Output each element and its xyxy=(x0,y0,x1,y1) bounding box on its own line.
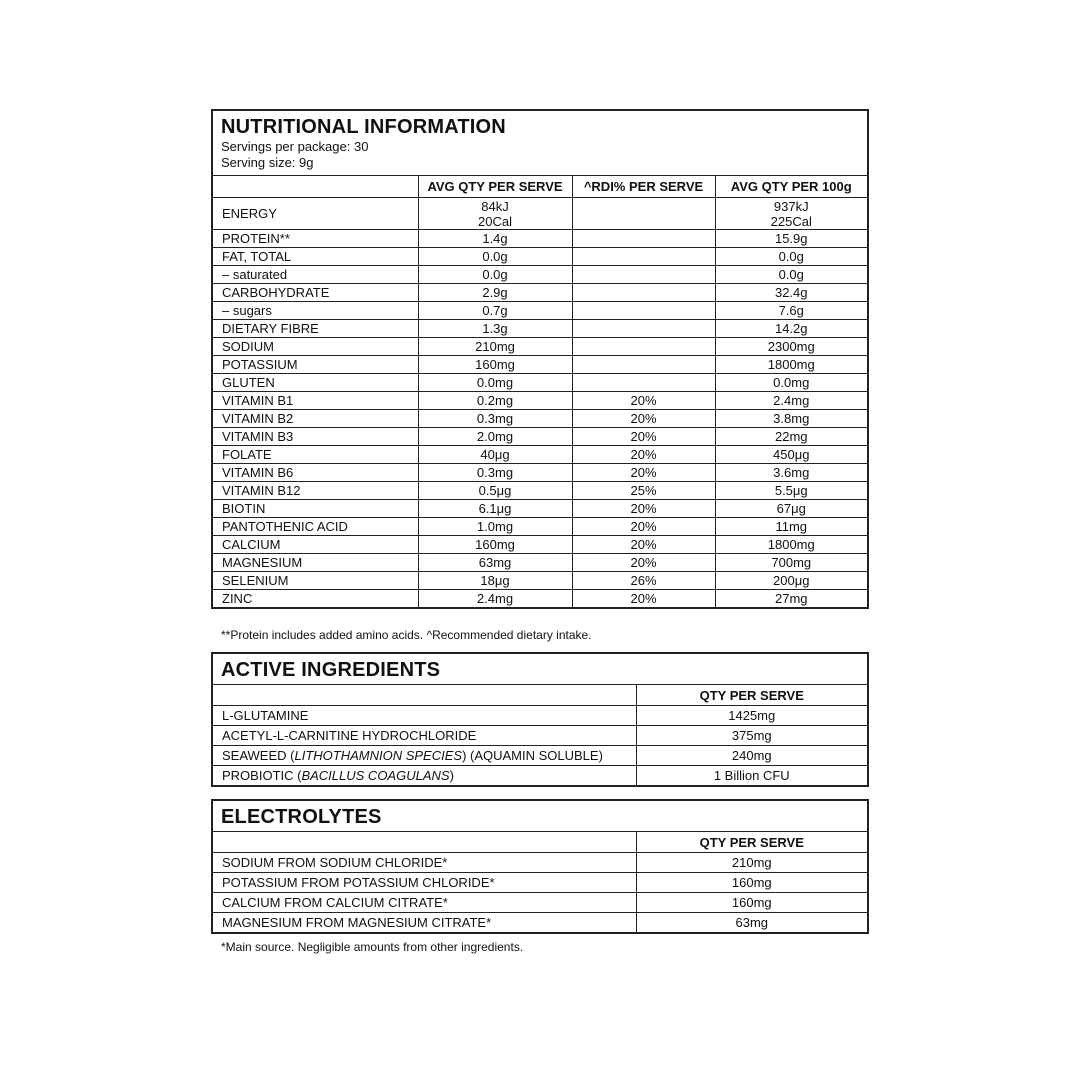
qty-value: 160mg xyxy=(636,873,867,893)
per-serve-value: 1.4g xyxy=(418,230,572,248)
rdi-value xyxy=(572,338,715,356)
rdi-value: 25% xyxy=(572,482,715,500)
rdi-value xyxy=(572,230,715,248)
per-100g-value: 0.0mg xyxy=(715,374,867,392)
nutrition-header-row xyxy=(213,176,867,198)
energy-per-serve xyxy=(418,198,572,230)
qty-value: 160mg xyxy=(636,893,867,913)
per-100g-value: 200μg xyxy=(715,572,867,590)
row-label: FAT, TOTAL xyxy=(213,248,418,266)
row-label: PANTOTHENIC ACID xyxy=(213,518,418,536)
per-serve-value: 160mg xyxy=(418,356,572,374)
per-serve-value: 0.0g xyxy=(418,266,572,284)
row-label: VITAMIN B3 xyxy=(213,428,418,446)
row-label: MAGNESIUM xyxy=(213,554,418,572)
label-part: ) xyxy=(449,768,454,783)
per-serve-value: 40μg xyxy=(418,446,572,464)
species-name: BACILLUS COAGULANS xyxy=(301,768,450,783)
per-serve-value: 0.0mg xyxy=(418,374,572,392)
table-row xyxy=(213,706,867,726)
label-part: SEAWEED ( xyxy=(222,748,295,763)
active-ingredients-panel xyxy=(211,652,869,787)
per-100g-value: 0.0g xyxy=(715,266,867,284)
header-rdi: ^RDI% PER SERVE xyxy=(572,176,715,198)
per-100g-value: 7.6g xyxy=(715,302,867,320)
energy-100g-kj: 937kJ xyxy=(773,198,809,214)
electrolyte-label: CALCIUM FROM CALCIUM CITRATE* xyxy=(213,893,636,913)
rdi-value: 20% xyxy=(572,464,715,482)
per-serve-value: 0.0g xyxy=(418,248,572,266)
header-blank xyxy=(213,832,636,853)
table-row xyxy=(213,338,867,356)
per-100g-value: 450μg xyxy=(715,446,867,464)
per-100g-value: 0.0g xyxy=(715,248,867,266)
nutrition-table xyxy=(213,175,867,607)
row-label: VITAMIN B6 xyxy=(213,464,418,482)
table-row xyxy=(213,746,867,766)
per-100g-value: 32.4g xyxy=(715,284,867,302)
energy-100g-cal: 225Cal xyxy=(770,213,812,229)
rdi-value xyxy=(572,284,715,302)
table-row xyxy=(213,392,867,410)
ingredient-label xyxy=(213,746,636,766)
row-label: SELENIUM xyxy=(213,572,418,590)
rdi-value: 20% xyxy=(572,446,715,464)
rdi-value xyxy=(572,302,715,320)
per-serve-value: 18μg xyxy=(418,572,572,590)
rdi-value: 20% xyxy=(572,536,715,554)
row-label: CARBOHYDRATE xyxy=(213,284,418,302)
header-qty-per-serve: QTY PER SERVE xyxy=(636,685,867,706)
table-row xyxy=(213,766,867,786)
per-serve-value: 2.4mg xyxy=(418,590,572,608)
row-label: PROTEIN** xyxy=(213,230,418,248)
table-row xyxy=(213,590,867,608)
rdi-value xyxy=(572,320,715,338)
qty-value: 240mg xyxy=(636,746,867,766)
electrolyte-label: MAGNESIUM FROM MAGNESIUM CITRATE* xyxy=(213,913,636,933)
per-100g-value: 27mg xyxy=(715,590,867,608)
per-100g-value: 22mg xyxy=(715,428,867,446)
nutrition-panel xyxy=(211,109,869,609)
rdi-value: 20% xyxy=(572,590,715,608)
row-label: FOLATE xyxy=(213,446,418,464)
table-row xyxy=(213,913,867,933)
header-avg-per-serve: AVG QTY PER SERVE xyxy=(418,176,572,198)
table-row xyxy=(213,572,867,590)
per-100g-value: 11mg xyxy=(715,518,867,536)
active-header-row xyxy=(213,685,867,706)
qty-value: 210mg xyxy=(636,853,867,873)
table-row xyxy=(213,230,867,248)
electrolytes-table xyxy=(213,831,867,932)
rdi-value: 20% xyxy=(572,500,715,518)
rdi-value: 20% xyxy=(572,518,715,536)
row-label: GLUTEN xyxy=(213,374,418,392)
label-part: PROBIOTIC ( xyxy=(222,768,302,783)
header-avg-per-100g: AVG QTY PER 100g xyxy=(715,176,867,198)
nutrition-title: NUTRITIONAL INFORMATION xyxy=(221,116,506,138)
row-label: CALCIUM xyxy=(213,536,418,554)
energy-serve-cal: 20Cal xyxy=(478,213,512,229)
header-nutrient xyxy=(213,176,418,198)
table-row xyxy=(213,726,867,746)
table-row xyxy=(213,428,867,446)
per-100g-value: 1800mg xyxy=(715,356,867,374)
electrolytes-title: ELECTROLYTES xyxy=(221,806,382,828)
table-row xyxy=(213,446,867,464)
table-row xyxy=(213,356,867,374)
per-100g-value: 14.2g xyxy=(715,320,867,338)
table-row xyxy=(213,266,867,284)
energy-rdi xyxy=(572,198,715,230)
per-serve-value: 6.1μg xyxy=(418,500,572,518)
rdi-value xyxy=(572,356,715,374)
rdi-value xyxy=(572,374,715,392)
electrolytes-header xyxy=(213,801,867,831)
qty-value: 63mg xyxy=(636,913,867,933)
row-label: BIOTIN xyxy=(213,500,418,518)
table-row xyxy=(213,284,867,302)
electrolytes-panel xyxy=(211,799,869,934)
ingredient-label: ACETYL-L-CARNITINE HYDROCHLORIDE xyxy=(213,726,636,746)
per-serve-value: 210mg xyxy=(418,338,572,356)
table-row xyxy=(213,500,867,518)
per-serve-value: 1.3g xyxy=(418,320,572,338)
rdi-value: 20% xyxy=(572,410,715,428)
row-label: VITAMIN B2 xyxy=(213,410,418,428)
servings-per-package: Servings per package: 30 xyxy=(221,139,369,154)
energy-per-100g xyxy=(715,198,867,230)
per-100g-value: 5.5μg xyxy=(715,482,867,500)
per-serve-value: 0.3mg xyxy=(418,410,572,428)
header-blank xyxy=(213,685,636,706)
row-label: SODIUM xyxy=(213,338,418,356)
table-row xyxy=(213,536,867,554)
active-table xyxy=(213,684,867,785)
table-row xyxy=(213,554,867,572)
row-label: ENERGY xyxy=(213,198,418,230)
rdi-value: 20% xyxy=(572,554,715,572)
ingredient-label xyxy=(213,766,636,786)
per-100g-value: 2.4mg xyxy=(715,392,867,410)
per-100g-value: 2300mg xyxy=(715,338,867,356)
per-serve-value: 2.9g xyxy=(418,284,572,302)
row-label: ZINC xyxy=(213,590,418,608)
species-name: LITHOTHAMNION SPECIES xyxy=(294,748,463,763)
rdi-value xyxy=(572,248,715,266)
active-title: ACTIVE INGREDIENTS xyxy=(221,659,441,681)
qty-value: 1 Billion CFU xyxy=(636,766,867,786)
qty-value: 1425mg xyxy=(636,706,867,726)
label-part: ) (AQUAMIN SOLUBLE) xyxy=(462,748,603,763)
table-row xyxy=(213,374,867,392)
per-serve-value: 63mg xyxy=(418,554,572,572)
header-qty-per-serve: QTY PER SERVE xyxy=(636,832,867,853)
per-serve-value: 0.2mg xyxy=(418,392,572,410)
electrolyte-label: SODIUM FROM SODIUM CHLORIDE* xyxy=(213,853,636,873)
per-serve-value: 0.3mg xyxy=(418,464,572,482)
per-100g-value: 3.8mg xyxy=(715,410,867,428)
rdi-value: 20% xyxy=(572,392,715,410)
row-label: POTASSIUM xyxy=(213,356,418,374)
table-row xyxy=(213,482,867,500)
table-row xyxy=(213,248,867,266)
per-serve-value: 1.0mg xyxy=(418,518,572,536)
table-row xyxy=(213,320,867,338)
qty-value: 375mg xyxy=(636,726,867,746)
table-row xyxy=(213,873,867,893)
serving-size: Serving size: 9g xyxy=(221,155,314,170)
per-100g-value: 1800mg xyxy=(715,536,867,554)
per-100g-value: 3.6mg xyxy=(715,464,867,482)
electrolyte-label: POTASSIUM FROM POTASSIUM CHLORIDE* xyxy=(213,873,636,893)
electrolytes-footnote: *Main source. Negligible amounts from other ingredients. xyxy=(221,940,524,954)
table-row xyxy=(213,302,867,320)
energy-serve-kj: 84kJ xyxy=(481,198,509,214)
per-serve-value: 0.5μg xyxy=(418,482,572,500)
table-row xyxy=(213,518,867,536)
per-100g-value: 15.9g xyxy=(715,230,867,248)
nutrition-header xyxy=(213,111,867,175)
row-label: – sugars xyxy=(213,302,418,320)
table-row xyxy=(213,464,867,482)
per-serve-value: 160mg xyxy=(418,536,572,554)
per-serve-value: 0.7g xyxy=(418,302,572,320)
per-serve-value: 2.0mg xyxy=(418,428,572,446)
per-100g-value: 67μg xyxy=(715,500,867,518)
ingredient-label: L-GLUTAMINE xyxy=(213,706,636,726)
rdi-value xyxy=(572,266,715,284)
row-label: VITAMIN B1 xyxy=(213,392,418,410)
table-row xyxy=(213,198,867,230)
table-row xyxy=(213,893,867,913)
table-row xyxy=(213,853,867,873)
rdi-value: 26% xyxy=(572,572,715,590)
row-label: – saturated xyxy=(213,266,418,284)
row-label: VITAMIN B12 xyxy=(213,482,418,500)
per-100g-value: 700mg xyxy=(715,554,867,572)
electrolytes-header-row xyxy=(213,832,867,853)
table-row xyxy=(213,410,867,428)
rdi-value: 20% xyxy=(572,428,715,446)
active-header xyxy=(213,654,867,684)
nutrition-footnote: **Protein includes added amino acids. ^Recommended dietary intake. xyxy=(221,628,592,642)
row-label: DIETARY FIBRE xyxy=(213,320,418,338)
